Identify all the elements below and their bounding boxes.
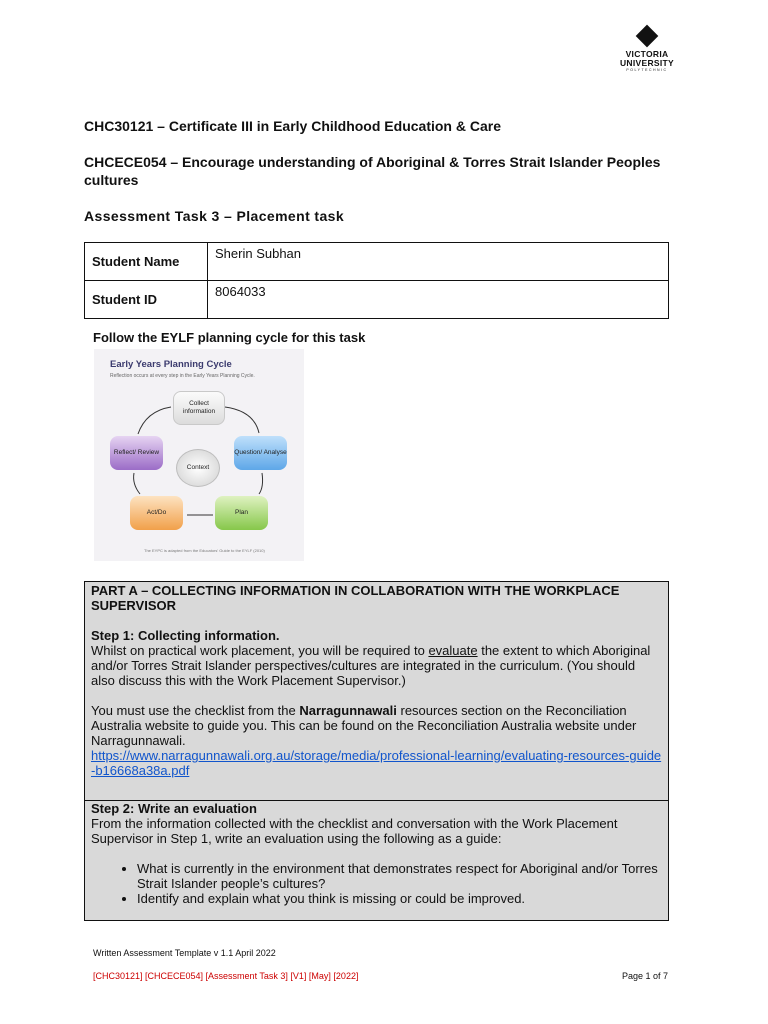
student-name-row (85, 243, 669, 281)
footer-code: [CHC30121] [CHCECE054] [Assessment Task 3] [V1] [May] [2022] (93, 971, 359, 981)
arrow-reflect-collect (138, 407, 171, 434)
part-a-box (84, 581, 669, 921)
planning-cycle-diagram (94, 349, 304, 561)
student-name-value[interactable]: Sherin Subhan (208, 243, 669, 281)
cycle-title: Early Years Planning Cycle (110, 359, 232, 370)
step2-bullet-list (85, 861, 668, 906)
logo-line1: VICTORIA (625, 49, 669, 59)
step2-title: Step 2: Write an evaluation (91, 801, 257, 816)
part-a-step1-section (85, 582, 668, 801)
arrow-collect-question (225, 407, 259, 433)
student-info-table (84, 242, 669, 319)
task-title: Assessment Task 3 – Placement task (84, 208, 345, 224)
part-a-step2-section (85, 801, 668, 920)
step1-p2-a: You must use the checklist from the (91, 703, 300, 718)
cycle-node-question: Question/ Analyse (234, 436, 287, 470)
cycle-node-context: Context (176, 449, 220, 487)
cycle-node-act: Act/Do (130, 496, 183, 530)
step1-p2-b: resources section on the Reconciliation Australia website to guide you. This can be found on the Reconciliation Australia website under Narragunnawali. (91, 703, 637, 748)
arrow-act-reflect (134, 473, 140, 494)
step2-bullet-1: • What is currently in the environment that demonstrates respect for Aboriginal and/or Torres Strait Islander people’s cultures? (137, 861, 668, 891)
arrow-question-plan (259, 473, 263, 494)
step1-p1-a: Whilst on practical work placement, you will be required to (91, 643, 429, 658)
logo-line3: POLYTECHNIC (626, 68, 668, 72)
template-version: Written Assessment Template v 1.1 April 2022 (93, 948, 276, 958)
logo-line2: UNIVERSITY (619, 58, 674, 68)
cycle-node-plan: Plan (215, 496, 268, 530)
student-id-value[interactable]: 8064033 (208, 281, 669, 319)
unit-title: CHCECE054 – Encourage understanding of Aboriginal & Torres Strait Islander Peoples cultures (84, 154, 661, 188)
student-id-row (85, 281, 669, 319)
cycle-node-reflect: Reflect/ Review (110, 436, 163, 470)
step1-title-text: Step 1: Collecting information (91, 628, 276, 643)
cycle-footnote: The EYPC is adapted from the Educators' Guide to the EYLF (2010) (144, 548, 265, 553)
cycle-node-collect: Collect information (173, 391, 225, 425)
student-id-label: Student ID (85, 281, 208, 319)
step1-title: Step 1: Collecting information. (91, 628, 280, 643)
step1-p1-b: the extent to which Aboriginal and/or Torres Strait Islander perspectives/cultures are integrated in the curriculum. (You should also discuss this with the Work Placement Supervisor.) (91, 643, 651, 688)
step1-paragraph2 (85, 703, 668, 748)
logo-diamond-icon (636, 25, 659, 48)
course-title: CHC30121 – Certificate III in Early Childhood Education & Care (84, 118, 501, 134)
step2-paragraph: From the information collected with the checklist and conversation with the Work Placement Supervisor in Step 1, write an evaluation using the following as a guide: (91, 816, 618, 846)
student-name-label: Student Name (85, 243, 208, 281)
step1-p2-bold: Narragunnawali (299, 703, 397, 718)
follow-instruction: Follow the EYLF planning cycle for this task (93, 330, 366, 345)
narragunnawali-link[interactable]: https://www.narragunnawali.org.au/storage/media/professional-learning/evaluating-resources-guide-b16668a38a.pdf (91, 748, 662, 778)
victoria-university-logo (615, 26, 679, 72)
step1-p1-underlined: evaluate (428, 643, 478, 658)
page-number: Page 1 of 7 (622, 971, 669, 981)
part-a-title: PART A – COLLECTING INFORMATION IN COLLABORATION WITH THE WORKPLACE SUPERVISOR (91, 583, 620, 613)
step1-paragraph1 (85, 643, 668, 688)
cycle-subtitle: Reflection occurs at every step in the Early Years Planning Cycle. (110, 373, 255, 379)
step2-bullet-2: • Identify and explain what you think is missing or could be improved. (137, 891, 668, 906)
